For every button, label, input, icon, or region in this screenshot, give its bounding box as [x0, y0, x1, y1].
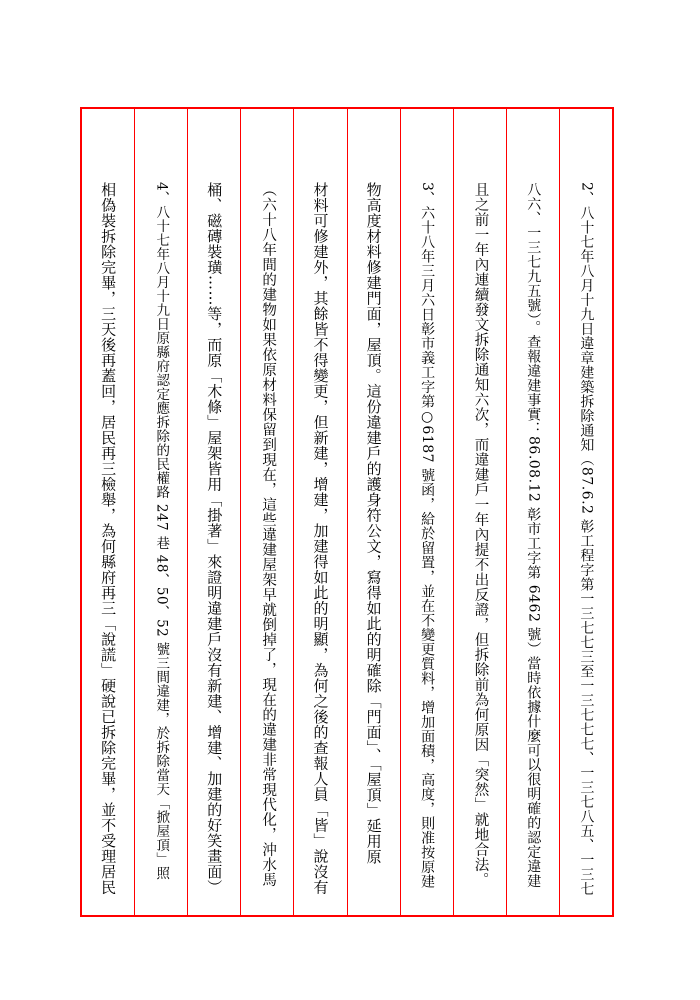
- column-text-1: 2、八十七年八月十九日違章建築拆除通知（87.6.2 彰工程字第一三七七三至一三七七七、一三七八五、一三七: [578, 182, 595, 897]
- text-column-1: [559, 109, 612, 915]
- column-text-4: 3、六十八年三月六日彰市義工字第○6187 號函，給於留置，並在不變更質料，增加面積，高度，則准按原建: [419, 182, 436, 889]
- document-frame: [80, 107, 614, 917]
- column-text-7: （六十八年間的建物如果依原材料保留到現在，這些違建屋架早就倒掉了，現在的違建非常現代化，沖水馬: [260, 182, 277, 887]
- text-column-5: [347, 109, 400, 915]
- column-text-8: 桶、磁磚裝璜……等，而原「木條」屋架皆用「掛著」來證明違建戶沒有新建、增建、加建的好笑畫面）: [205, 182, 224, 895]
- column-text-10: 相偽裝拆除完畢，三天後再蓋回，居民再三檢舉，為何縣府再三「說謊」硬說已拆除完畢，並不受理居民: [99, 182, 118, 895]
- text-column-10: [82, 109, 134, 915]
- text-column-7: [240, 109, 293, 915]
- text-column-4: [400, 109, 453, 915]
- text-column-9: [134, 109, 187, 915]
- column-text-9: 4、八十七年八月十九日原縣府認定應拆除的民權路 247 巷 48、50、52 號三間違建，於拆除當天「掀屋頂」照: [153, 182, 170, 881]
- column-text-6: 材料可修建外，其餘皆不得變更，但新建，增建，加建得如此的明顯，為何之後的查報人員「皆」說沒有: [311, 182, 330, 895]
- column-text-3: 且之前一年內連續發文拆除通知六次，而違建戶一年內提不出反證，但拆除前為何原因「突然」就地合法。: [472, 182, 489, 887]
- column-text-2: 八六、一三七九五號）。查報違建事實：86.08.12 彰市工字第 6462 號）當時依據什麼可以很明確的認定違建: [525, 182, 542, 889]
- column-text-5: 物高度材料修建門面，屋頂。這份違建戶的護身符公文，寫得如此的明確除「門面」、「屋頂」延用原: [364, 182, 383, 865]
- text-column-8: [187, 109, 240, 915]
- text-column-6: [293, 109, 346, 915]
- text-column-3: [453, 109, 506, 915]
- text-column-2: [506, 109, 559, 915]
